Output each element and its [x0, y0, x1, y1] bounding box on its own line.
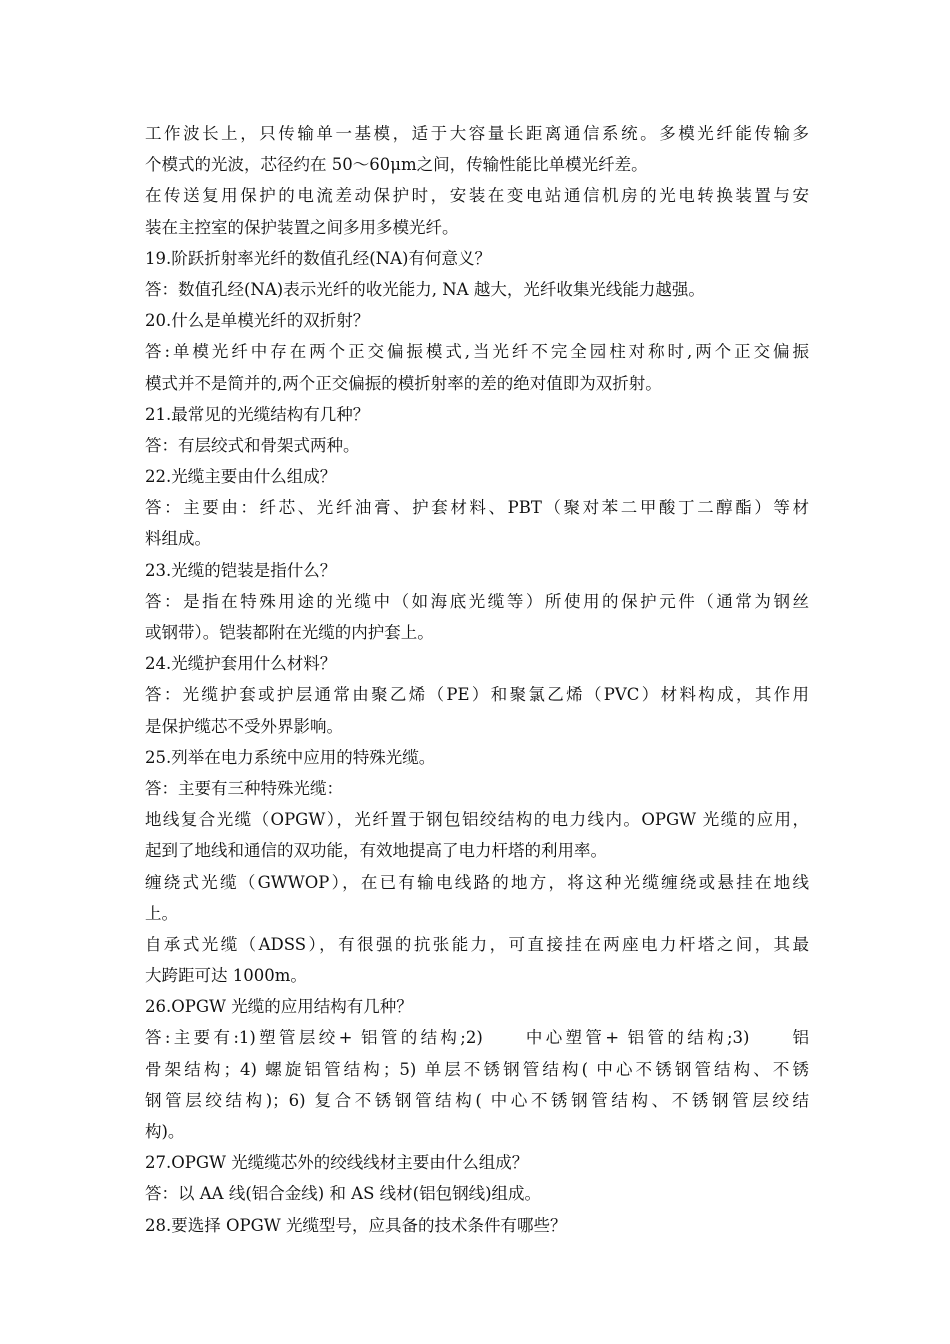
paragraph-line: 工作波长上，只传输单一基模，适于大容量长距离通信系统。多模光纤能传输多 [145, 124, 809, 143]
answer-25: 缠绕式光缆（GWWOP），在已有输电线路的地方，将这种光缆缠绕或悬挂在地线 [145, 872, 809, 892]
answer-23: 或钢带）。铠装都附在光缆的内护套上。 [145, 623, 434, 642]
answer-21: 答：有层绞式和骨架式两种。 [145, 435, 360, 455]
answer-26: 构)。 [145, 1122, 185, 1141]
answer-26: 钢管层绞结构)；6) 复合不锈钢管结构( 中心不锈钢管结构、不锈钢管层绞结 [145, 1090, 809, 1110]
answer-19: 答：数值孔经(NA)表示光纤的收光能力, NA 越大，光纤收集光线能力越强。 [145, 279, 705, 299]
answer-25: 上。 [145, 903, 178, 923]
paragraph-line: 个模式的光波，芯径约在 50～60μm之间，传输性能比单模光纤差。 [145, 155, 648, 175]
question-20: 20.什么是单模光纤的双折射？ [145, 311, 370, 331]
answer-25: 自承式光缆（ADSS），有很强的抗张能力，可直接挂在两座电力杆塔之间，其最 [145, 934, 809, 954]
question-19: 19.阶跃折射率光纤的数值孔经(NA)有何意义？ [145, 248, 491, 268]
answer-25: 起到了地线和通信的双功能，有效地提高了电力杆塔的利用率。 [145, 841, 607, 861]
question-24: 24.光缆护套用什么材料？ [145, 654, 337, 674]
question-22: 22.光缆主要由什么组成？ [145, 467, 337, 487]
answer-25: 大跨距可达 1000m。 [145, 966, 307, 986]
question-26: 26.OPGW 光缆的应用结构有几种？ [145, 997, 413, 1017]
answer-22: 答：主要由：纤芯、光纤油膏、护套材料、PBT（聚对苯二甲酸丁二醇酯）等材 [145, 498, 809, 518]
answer-23: 答：是指在特殊用途的光缆中（如海底光缆等）所使用的保护元件（通常为钢丝 [145, 591, 809, 611]
answer-26: 骨架结构；4) 螺旋铝管结构；5) 单层不锈钢管结构( 中心不锈钢管结构、不锈 [145, 1059, 809, 1079]
paragraph-line: 装在主控室的保护装置之间多用多模光纤。 [145, 217, 459, 237]
question-27: 27.OPGW 光缆缆芯外的绞线线材主要由什么组成？ [145, 1153, 529, 1173]
answer-27: 答：以 AA 线(铝合金线) 和 AS 线材(铝包钢线)组成。 [145, 1184, 542, 1204]
question-21: 21.最常见的光缆结构有几种？ [145, 404, 370, 424]
answer-22: 料组成。 [145, 529, 211, 549]
answer-25: 地线复合光缆（OPGW），光纤置于钢包铝绞结构的电力线内。OPGW 光缆的应用， [145, 810, 809, 830]
answer-24: 是保护缆芯不受外界影响。 [145, 716, 343, 736]
answer-20: 模式并不是简并的,两个正交偏振的模折射率的差的绝对值即为双折射。 [145, 373, 662, 393]
paragraph-line: 在传送复用保护的电流差动保护时，安装在变电站通信机房的光电转换装置与安 [145, 186, 809, 206]
question-28: 28.要选择 OPGW 光缆型号，应具备的技术条件有哪些？ [145, 1215, 567, 1235]
answer-24: 答：光缆护套或护层通常由聚乙烯（PE）和聚氯乙烯（PVC）材料构成，其作用 [145, 685, 809, 705]
question-23: 23.光缆的铠装是指什么？ [145, 560, 337, 580]
document-body [145, 118, 809, 1241]
question-25: 25.列举在电力系统中应用的特殊光缆。 [145, 747, 436, 767]
answer-26: 答:主要有:1)塑管层绞+ 铝管的结构;2) 中心塑管+ 铝管的结构;3) 铝 [145, 1028, 809, 1048]
answer-25: 答：主要有三种特殊光缆： [145, 778, 343, 798]
answer-20: 答:单模光纤中存在两个正交偏振模式,当光纤不完全园柱对称时,两个正交偏振 [145, 342, 809, 362]
